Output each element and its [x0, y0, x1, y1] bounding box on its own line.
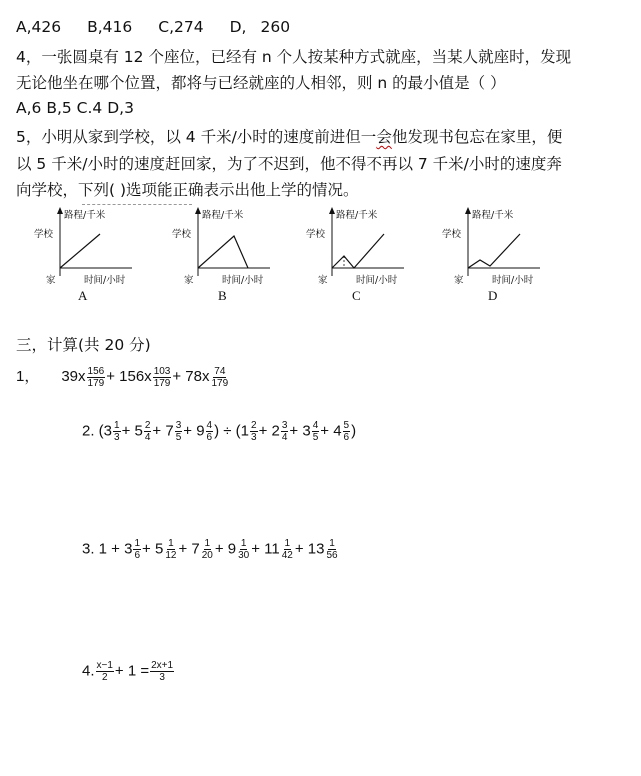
fraction — [96, 660, 114, 683]
q3-options — [16, 18, 290, 36]
fraction — [281, 420, 289, 443]
term-text: + 9 — [214, 540, 237, 558]
graph-c — [292, 206, 412, 306]
fraction — [150, 660, 174, 683]
section3-heading: 三，计算(共 20 分) — [16, 336, 151, 354]
term-text: + 78x — [172, 368, 210, 385]
term-text: + 1 = — [114, 662, 150, 680]
term-text: + 5 — [121, 422, 143, 440]
graph-d-label: D — [488, 288, 498, 303]
numerator: 74 — [214, 365, 226, 377]
x-axis-label: 时间/小时 — [222, 275, 264, 286]
fraction — [343, 420, 351, 443]
numerator: 2 — [144, 420, 151, 431]
graph-a-label: A — [78, 288, 88, 303]
denominator: 4 — [144, 432, 151, 443]
q3-option-c: C,274 — [158, 18, 204, 36]
graph-d-svg — [428, 206, 548, 306]
denominator: 179 — [87, 377, 105, 389]
term-text: 3. 1 + 3 — [82, 540, 133, 558]
denominator: 42 — [281, 550, 293, 561]
denominator: 6 — [134, 550, 141, 561]
fraction — [113, 420, 121, 443]
y-axis-arrow — [329, 207, 335, 214]
graph-b — [158, 206, 278, 306]
numerator: 1 — [168, 538, 174, 549]
term-text: + 7 — [152, 422, 174, 440]
home-label: 家 — [318, 275, 328, 286]
school-label: 学校 — [306, 229, 326, 240]
graph-c-svg — [292, 206, 412, 306]
y-axis-arrow — [57, 207, 63, 214]
term-text: + 3 — [289, 422, 311, 440]
term-text: 4. — [82, 662, 95, 680]
denominator: 20 — [201, 550, 213, 561]
numerator: 156 — [87, 365, 105, 377]
fraction — [175, 420, 183, 443]
term-text: + 13 — [294, 540, 325, 558]
fraction — [211, 366, 230, 389]
fraction — [153, 366, 172, 389]
decorative-dash-line — [82, 204, 192, 205]
denominator: 4 — [281, 432, 288, 443]
term-text: + 9 — [183, 422, 205, 440]
numerator: 3 — [281, 420, 288, 431]
numerator: 1 — [240, 538, 247, 549]
q5-line1 — [16, 125, 562, 147]
denominator: 179 — [211, 377, 229, 389]
denominator: 179 — [153, 377, 171, 389]
q3-option-a: A,426 — [16, 18, 62, 36]
school-label: 学校 — [442, 229, 462, 240]
numerator: 103 — [153, 365, 171, 377]
q5-line1-pre: 5，小明从家到学校，以 4 千米/小时的速度前进但一 — [16, 128, 377, 146]
q4-options: A,6 B,5 C.4 D,3 — [16, 99, 134, 117]
home-label: 家 — [454, 275, 464, 286]
path-line — [60, 234, 100, 268]
denominator: 12 — [165, 550, 177, 561]
term-text: + 4 — [320, 422, 342, 440]
fraction — [237, 538, 250, 561]
x-axis-label: 时间/小时 — [356, 275, 398, 286]
numerator: 1 — [134, 538, 141, 549]
term-text: + 7 — [178, 540, 200, 558]
numerator: 2x+1 — [151, 660, 174, 671]
path-line — [468, 234, 520, 268]
term-text: 39x — [61, 368, 86, 385]
y-axis-arrow — [195, 207, 201, 214]
fraction — [326, 538, 339, 561]
numerator: 3 — [175, 420, 182, 431]
y-axis-label: 路程/千米 — [202, 210, 244, 221]
problem-number: 1， — [16, 368, 40, 385]
q5-line3: 向学校，下列( )选项能正确表示出他上学的情况。 — [16, 181, 359, 199]
calc-problem-3 — [82, 538, 340, 561]
fraction — [133, 538, 141, 561]
graph-a — [20, 206, 140, 306]
fraction — [206, 420, 214, 443]
numerator: 4 — [206, 420, 213, 431]
numerator: 1 — [329, 538, 335, 549]
home-label: 家 — [46, 275, 56, 286]
q5-line2: 以 5 千米/小时的速度赶回家，为了不迟到，他不得不再以 7 千米/小时的速度奔 — [16, 155, 562, 173]
q3-option-d-letter: D, — [229, 18, 247, 36]
y-axis-label: 路程/千米 — [64, 210, 106, 221]
graph-b-svg — [158, 206, 278, 306]
numerator: 1 — [284, 538, 291, 549]
fraction — [281, 538, 294, 561]
denominator: 6 — [343, 432, 350, 443]
term-text: ) — [351, 422, 357, 440]
calc-problem-4 — [82, 660, 175, 683]
term-text: + 5 — [142, 540, 164, 558]
numerator: x−1 — [96, 660, 113, 671]
denominator: 5 — [312, 432, 319, 443]
q5-line1-post: 他发现书包忘在家里，便 — [391, 128, 563, 146]
y-axis-label: 路程/千米 — [472, 210, 514, 221]
fraction — [201, 538, 214, 561]
graph-d — [428, 206, 548, 306]
numerator: 1 — [114, 420, 120, 431]
fraction — [250, 420, 258, 443]
school-label: 学校 — [34, 229, 54, 240]
path-line — [332, 234, 384, 268]
graph-c-label: C — [352, 288, 361, 303]
graph-a-svg — [20, 206, 140, 306]
denominator: 3 — [251, 432, 257, 443]
term-text: 2. (3 — [82, 422, 113, 440]
numerator: 4 — [312, 420, 319, 431]
q3-option-d-value: 260 — [260, 18, 291, 36]
denominator: 30 — [238, 550, 250, 561]
numerator: 5 — [343, 420, 350, 431]
y-axis-arrow — [465, 207, 471, 214]
term-text: + 2 — [258, 422, 280, 440]
fraction — [164, 538, 177, 561]
denominator: 3 — [114, 432, 120, 443]
q3-option-b: B,416 — [87, 18, 133, 36]
calc-problem-1 — [16, 365, 230, 389]
x-axis-label: 时间/小时 — [84, 275, 126, 286]
q4-line2: 无论他坐在哪个位置，都将与已经就座的人相邻，则 n 的最小值是（ ） — [16, 74, 506, 92]
numerator: 1 — [204, 538, 211, 549]
fraction — [312, 420, 320, 443]
school-label: 学校 — [172, 229, 192, 240]
fraction — [87, 366, 106, 389]
x-axis-label: 时间/小时 — [492, 275, 534, 286]
fraction — [144, 420, 152, 443]
numerator: 2 — [251, 420, 257, 431]
denominator: 3 — [159, 672, 165, 683]
graph-b-label: B — [218, 288, 227, 303]
term-text: ) ÷ (1 — [214, 422, 250, 440]
denominator: 2 — [101, 672, 108, 683]
denominator: 56 — [326, 550, 338, 561]
q5-marked-char: 会 — [376, 128, 392, 146]
home-label: 家 — [184, 275, 194, 286]
denominator: 6 — [206, 432, 213, 443]
y-axis-label: 路程/千米 — [336, 210, 378, 221]
calc-problem-2 — [82, 420, 356, 443]
term-text: + 156x — [106, 368, 152, 385]
term-text: + 11 — [251, 540, 280, 558]
path-line — [198, 236, 248, 268]
q4-line1: 4，一张圆桌有 12 个座位，已经有 n 个人按某种方式就座，当某人就座时，发现 — [16, 48, 572, 66]
denominator: 5 — [175, 432, 182, 443]
